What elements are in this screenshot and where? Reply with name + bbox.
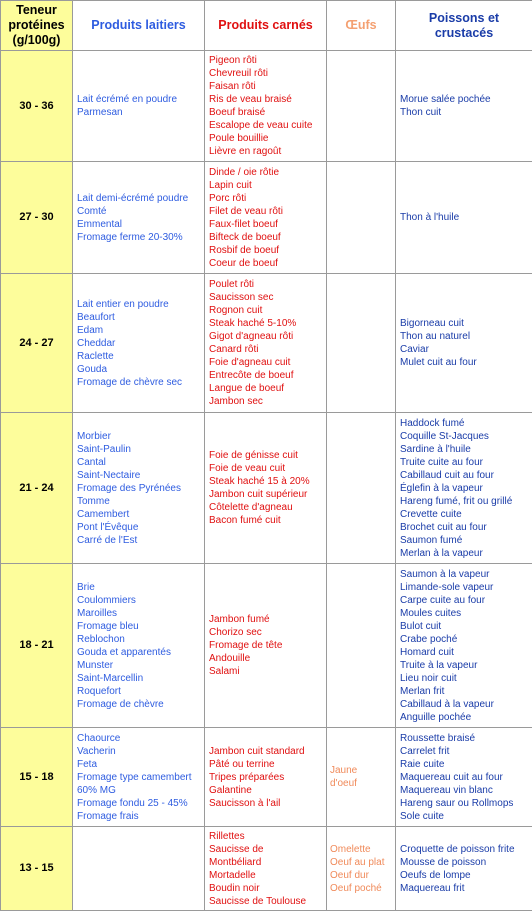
food-item: Cabillaud cuit au four bbox=[400, 469, 494, 481]
food-item: Gigot d'agneau rôti bbox=[209, 331, 294, 342]
food-item: Lieu noir cuit bbox=[400, 672, 457, 684]
header-dairy: Produits laitiers bbox=[73, 1, 205, 51]
food-item: Oeuf dur bbox=[330, 869, 369, 881]
food-item: Lait écrémé en poudre bbox=[77, 94, 178, 105]
header-protein-range-line: (g/100g) bbox=[12, 33, 61, 47]
dairy-cell bbox=[73, 51, 205, 162]
protein-range-cell: 27 - 30 bbox=[1, 162, 73, 274]
food-item: Thon cuit bbox=[400, 107, 442, 118]
fish-cell bbox=[396, 827, 532, 911]
food-item: Morue salée pochée bbox=[400, 94, 491, 105]
food-item: Bacon fumé cuit bbox=[209, 515, 281, 526]
food-item: Jambon fumé bbox=[209, 614, 270, 625]
food-item: Limande-sole vapeur bbox=[400, 581, 494, 593]
food-item: Carrelet frit bbox=[400, 745, 450, 757]
food-item: Langue de boeuf bbox=[209, 383, 285, 394]
food-item: Croquette de poisson frite bbox=[400, 843, 515, 855]
food-item: Faux-filet boeuf bbox=[209, 218, 278, 230]
food-item: Ris de veau braisé bbox=[209, 94, 292, 105]
food-item: Saint-Marcellin bbox=[77, 672, 144, 684]
food-item: Bifteck de boeuf bbox=[209, 231, 281, 243]
food-item: Coulommiers bbox=[77, 594, 136, 606]
meat-cell bbox=[205, 413, 327, 564]
food-item: Maquereau cuit au four bbox=[400, 771, 503, 783]
food-item: Foie de veau cuit bbox=[209, 463, 286, 474]
food-item: Porc rôti bbox=[209, 192, 247, 204]
food-item: Merlan frit bbox=[400, 685, 445, 697]
food-item: Vacherin bbox=[77, 745, 116, 757]
food-item: Reblochon bbox=[77, 633, 125, 645]
food-item: Hareng fumé, frit ou grillé bbox=[400, 495, 513, 507]
food-item: Poulet rôti bbox=[209, 279, 255, 290]
header-fish bbox=[396, 1, 532, 51]
table-row bbox=[1, 413, 532, 564]
food-item: Mortadelle bbox=[209, 869, 256, 881]
header-meat: Produits carnés bbox=[205, 1, 327, 51]
food-item: Tripes préparées bbox=[209, 771, 285, 783]
food-item: Lait demi-écrémé poudre bbox=[77, 192, 189, 204]
food-item: Brie bbox=[77, 581, 95, 593]
food-item: Boudin noir bbox=[209, 882, 260, 894]
food-item: Omelette bbox=[330, 843, 371, 855]
header-eggs: Œufs bbox=[327, 1, 396, 51]
food-item: Jambon cuit supérieur bbox=[209, 489, 308, 500]
protein-range-cell: 18 - 21 bbox=[1, 564, 73, 728]
food-item: Lapin cuit bbox=[209, 179, 252, 191]
food-item: Carpe cuite au four bbox=[400, 594, 486, 606]
food-item: Brochet cuit au four bbox=[400, 521, 487, 533]
food-item: Maquereau frit bbox=[400, 882, 465, 894]
food-item: Saint-Nectaire bbox=[77, 469, 141, 481]
dairy-cell bbox=[73, 564, 205, 728]
table-row bbox=[1, 564, 532, 728]
eggs-cell bbox=[327, 51, 396, 162]
food-item: Fromage frais bbox=[77, 810, 139, 822]
food-item: Fromage bleu bbox=[77, 620, 139, 632]
food-item: Rosbif de boeuf bbox=[209, 244, 280, 256]
food-item: Carré de l'Est bbox=[77, 534, 138, 546]
protein-range-cell: 15 - 18 bbox=[1, 728, 73, 827]
food-item: Côtelette d'agneau bbox=[209, 502, 293, 513]
meat-cell bbox=[205, 274, 327, 413]
fish-cell bbox=[396, 51, 532, 162]
eggs-cell bbox=[327, 827, 396, 911]
protein-range-cell: 21 - 24 bbox=[1, 413, 73, 564]
food-item: Dinde / oie rôtie bbox=[209, 166, 280, 178]
food-item: Fromage type camembert bbox=[77, 771, 192, 783]
food-item: Saint-Paulin bbox=[77, 443, 131, 455]
food-item: Steak haché 15 à 20% bbox=[209, 476, 310, 487]
food-item: Roussette braisé bbox=[400, 732, 476, 744]
food-item: Jambon sec bbox=[209, 396, 263, 407]
food-item: Filet de veau rôti bbox=[209, 205, 283, 217]
food-item: Pâté ou terrine bbox=[209, 758, 275, 770]
food-item: Salami bbox=[209, 666, 240, 677]
food-item: Galantine bbox=[209, 784, 252, 796]
food-item: Maroilles bbox=[77, 607, 118, 619]
header-row bbox=[1, 1, 532, 51]
protein-range-cell: 30 - 36 bbox=[1, 51, 73, 162]
food-item: Saucisse de Toulouse bbox=[209, 895, 307, 907]
food-item: Raie cuite bbox=[400, 758, 445, 770]
food-item: Gouda bbox=[77, 363, 108, 375]
food-item: Thon au naturel bbox=[400, 331, 471, 342]
food-item: Jambon cuit standard bbox=[209, 745, 305, 757]
table-row bbox=[1, 51, 532, 162]
food-item: Mulet cuit au four bbox=[400, 357, 477, 368]
protein-range-cell: 13 - 15 bbox=[1, 827, 73, 911]
food-item: Coquille St-Jacques bbox=[400, 430, 489, 442]
fish-cell bbox=[396, 413, 532, 564]
eggs-cell bbox=[327, 564, 396, 728]
food-item: Chevreuil rôti bbox=[209, 68, 268, 79]
food-item: Fromage de tête bbox=[209, 640, 283, 651]
eggs-cell bbox=[327, 413, 396, 564]
food-item: Chaource bbox=[77, 732, 121, 744]
header-protein-range bbox=[1, 1, 73, 51]
food-item: Cantal bbox=[77, 456, 106, 468]
food-item: Boeuf braisé bbox=[209, 107, 266, 118]
fish-cell bbox=[396, 564, 532, 728]
food-item: Tomme bbox=[77, 495, 110, 507]
food-item: Saumon à la vapeur bbox=[400, 568, 490, 580]
header-protein-range-line: protéines bbox=[8, 18, 65, 32]
food-item: Feta bbox=[77, 758, 98, 770]
dairy-cell bbox=[73, 413, 205, 564]
protein-range-cell: 24 - 27 bbox=[1, 274, 73, 413]
food-item: Moules cuites bbox=[400, 607, 462, 619]
food-item: Sardine à l'huile bbox=[400, 443, 471, 455]
food-item: Hareng saur ou Rollmops bbox=[400, 797, 514, 809]
dairy-cell bbox=[73, 274, 205, 413]
food-item: Fromage de chèvre sec bbox=[77, 376, 183, 388]
food-item: Foie de génisse cuit bbox=[209, 450, 298, 461]
table-row bbox=[1, 274, 532, 413]
food-item: Maquereau vin blanc bbox=[400, 784, 493, 796]
header-fish-line: crustacés bbox=[434, 25, 494, 40]
eggs-cell bbox=[327, 728, 396, 827]
food-item: Escalope de veau cuite bbox=[209, 120, 313, 131]
food-item: Chorizo sec bbox=[209, 627, 262, 638]
food-item: Beaufort bbox=[77, 311, 115, 323]
table-row bbox=[1, 827, 532, 911]
food-item: Pont l'Évêque bbox=[77, 521, 139, 533]
food-item: Fromage des Pyrénées bbox=[77, 482, 181, 494]
food-item: Saumon fumé bbox=[400, 534, 463, 546]
food-item: Saucisse de bbox=[209, 843, 264, 855]
meat-cell bbox=[205, 51, 327, 162]
food-item: Coeur de boeuf bbox=[209, 257, 278, 269]
food-item: Emmental bbox=[77, 218, 123, 230]
food-item: Crabe poché bbox=[400, 633, 458, 645]
food-item: Oeufs de lompe bbox=[400, 869, 471, 881]
food-item: Saucisson à l'ail bbox=[209, 797, 281, 809]
food-item: Merlan à la vapeur bbox=[400, 547, 483, 559]
table-body bbox=[1, 51, 532, 911]
meat-cell bbox=[205, 162, 327, 274]
food-item: Lait entier en poudre bbox=[77, 298, 169, 310]
food-item: Comté bbox=[77, 205, 107, 217]
table-row bbox=[1, 162, 532, 274]
food-item: Parmesan bbox=[77, 107, 123, 118]
food-item: Canard rôti bbox=[209, 344, 259, 355]
food-item: Truite cuite au four bbox=[400, 456, 484, 468]
food-item: Roquefort bbox=[77, 685, 121, 697]
header-protein-range-line: Teneur bbox=[16, 3, 57, 17]
header-fish-line: Poissons et bbox=[428, 10, 500, 25]
food-item: Oeuf poché bbox=[330, 882, 382, 894]
food-item: Foie d'agneau cuit bbox=[209, 357, 291, 368]
food-item: Bigorneau cuit bbox=[400, 318, 464, 329]
food-item: 60% MG bbox=[77, 784, 116, 796]
food-item: Églefin à la vapeur bbox=[400, 482, 483, 494]
food-item: Pigeon rôti bbox=[209, 55, 257, 66]
food-item: Truite à la vapeur bbox=[400, 659, 478, 671]
food-item: Edam bbox=[77, 324, 104, 336]
food-item: d'oeuf bbox=[330, 778, 357, 789]
food-item: Munster bbox=[77, 659, 114, 671]
fish-cell bbox=[396, 162, 532, 274]
food-item: Cheddar bbox=[77, 337, 116, 349]
food-item: Raclette bbox=[77, 350, 114, 362]
food-item: Andouille bbox=[209, 653, 251, 664]
dairy-cell bbox=[73, 728, 205, 827]
table-row bbox=[1, 728, 532, 827]
food-item: Oeuf au plat bbox=[330, 856, 385, 868]
fish-cell bbox=[396, 274, 532, 413]
food-item: Sole cuite bbox=[400, 810, 444, 822]
meat-cell bbox=[205, 827, 327, 911]
dairy-cell bbox=[73, 827, 205, 911]
eggs-cell bbox=[327, 162, 396, 274]
food-item: Montbéliard bbox=[209, 856, 262, 868]
food-item: Homard cuit bbox=[400, 646, 454, 658]
food-item: Steak haché 5-10% bbox=[209, 318, 297, 329]
food-item: Jaune bbox=[330, 765, 358, 776]
food-item: Haddock fumé bbox=[400, 417, 465, 429]
fish-cell bbox=[396, 728, 532, 827]
food-item: Fromage fondu 25 - 45% bbox=[77, 797, 188, 809]
meat-cell bbox=[205, 728, 327, 827]
food-item: Cabillaud à la vapeur bbox=[400, 698, 494, 710]
food-item: Crevette cuite bbox=[400, 508, 462, 520]
food-item: Poule bouillie bbox=[209, 133, 269, 144]
food-item: Thon à l'huile bbox=[400, 212, 460, 223]
food-item: Morbier bbox=[77, 430, 111, 442]
food-item: Fromage de chèvre bbox=[77, 698, 164, 710]
food-item: Saucisson sec bbox=[209, 292, 274, 303]
food-item: Fromage ferme 20-30% bbox=[77, 231, 183, 243]
eggs-cell bbox=[327, 274, 396, 413]
food-item: Bulot cuit bbox=[400, 620, 442, 632]
food-item: Mousse de poisson bbox=[400, 856, 487, 868]
meat-cell bbox=[205, 564, 327, 728]
food-item: Lièvre en ragoût bbox=[209, 146, 282, 157]
food-item: Camembert bbox=[77, 508, 130, 520]
food-item: Entrecôte de boeuf bbox=[209, 370, 294, 381]
food-item: Faisan rôti bbox=[209, 81, 256, 92]
food-item: Caviar bbox=[400, 344, 429, 355]
dairy-cell bbox=[73, 162, 205, 274]
food-item: Rillettes bbox=[209, 830, 245, 842]
food-item: Rognon cuit bbox=[209, 305, 263, 316]
food-item: Anguille pochée bbox=[400, 711, 472, 723]
food-item: Gouda et apparentés bbox=[77, 646, 171, 658]
